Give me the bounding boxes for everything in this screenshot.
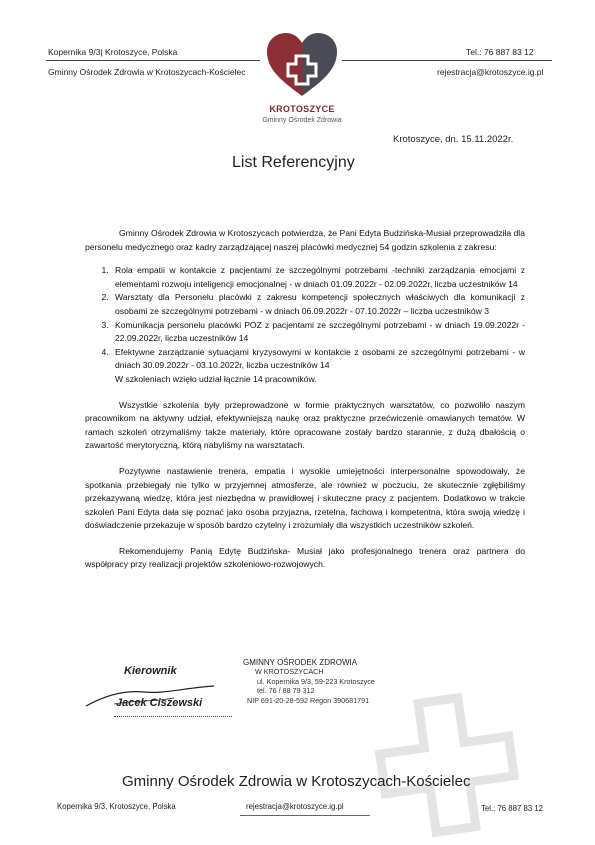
header-rule-right <box>342 60 552 61</box>
footer-phone: Tel.: 76 887 83 12 <box>481 804 543 813</box>
logo-subtitle: Gminny Ośrodek Zdrowia <box>262 117 342 124</box>
stamp-line-5: NIP 691-20-28-592 Regon 390681791 <box>247 695 370 705</box>
training-list <box>93 264 525 373</box>
paragraph-trainer: Pozytywne nastawienie trenera, empatia i wysokie umiejętności interpersonalne spowodowały, że spotkania przebiegały nie tylko w przyjemnej atmosferze, ale również w poczuciu, że skutecznie zgłębiliśmy przekazywaną wiedzę, która jest niezbędna w prawidłowej i skuteczne pracy z pacjentem. Dodatkowo w trakcie szkoleń Pani Edyta dała się poznać jako osoba przyjazna, rzetelna, fachowa i kompetentna, która swoją wiedzę i doświadczenie przekazuje w sposób bardzo czytelny i zrozumiały dla wszystkich uczestników szkoleń. <box>85 465 525 531</box>
list-item: 1. Rola empatii w kontakcie z pacjentami ze szczególnymi potrzebami -techniki zarządzania emocjami z elementami rozwoju inteligencji emocjonalnej - w dniach 01.09.2022r - 02.09.2022r, liczba uczestników 14 <box>111 264 525 291</box>
stamp-line-2: W KROTOSZYCACH <box>255 667 324 677</box>
stamp-line-4: tel. 76 / 88 79 312 <box>257 686 315 696</box>
header-email: rejestracja@krotoszyce.ig.pl <box>437 67 544 77</box>
signature-name: Jacek Ciszewski <box>116 697 203 709</box>
logo-name: KROTOSZYCE <box>269 104 335 114</box>
logo-heart-icon <box>263 30 341 100</box>
header-rule-left <box>46 60 260 61</box>
date-line: Krotoszyce, dn. 15.11.2022r. <box>393 134 514 145</box>
items-total: W szkoleniach wzięło udział łącznie 14 pracowników. <box>115 373 317 384</box>
intro-paragraph: Gminny Ośrodek Zdrowia w Krotoszycach potwierdza, że Pani Edyta Budzińska-Musiał przeprowadziła dla personelu medycznego oraz kadry zarządzającej naszej placówki medycznej 54 godzin szkolenia z zakresu: <box>85 228 525 252</box>
header-org: Gminny Ośrodek Zdrowia w Krotoszycach-Kościelec <box>48 67 246 77</box>
letter-body <box>85 227 525 572</box>
header-phone: Tel.: 76 887 83 12 <box>466 47 534 57</box>
page-title: List Referencyjny <box>232 154 355 171</box>
header-address: Kopernika 9/3| Krotoszyce, Polska <box>48 47 178 57</box>
list-item: 3. Komunikacja personelu placówki POZ z pacjentami ze szczególnymi potrzebami - w dniach 19.09.2022r - 22.09.2022r, liczba uczestników 14 <box>111 319 525 346</box>
signature-role: Kierownik <box>124 665 177 677</box>
paragraph-workshops: Wszystkie szkolenia były przeprowadzone w formie praktycznych warsztatów, co pozwoliło naszym pracownikom na aktywny udział, efektywniejszą naukę oraz praktyczne przećwiczenie omawianych tematów. W ramach szkoleń otrzymaliśmy także materiały, które opracowane zostały bardzo starannie, z dużą dbałością o zawartość merytoryczną, którą nabyliśmy na warsztatach. <box>85 399 525 451</box>
stamp-line-1: GMINNY OŚRODEK ZDROWIA <box>243 658 358 667</box>
list-item: 2. Warsztaty dla Personelu placówki z zakresu kompetencji społecznych właściwych dla komunikacji z osobami ze szczególnymi potrzebami - w dniach 06.09.2022r - 07.10.2022r – liczba uczestników 3 <box>111 291 525 318</box>
stamp-line-3: ul. Kopernika 9/3, 59-223 Krotoszyce <box>257 676 375 686</box>
watermark-cross-icon <box>372 690 522 840</box>
signature-line <box>114 716 232 717</box>
list-item: 4. Efektywne zarządzanie sytuacjami kryzysowymi w kontakcie z osobami ze szczególnymi potrzebami - w dniach 30.09.2022r - 03.10.2022r, liczba uczestników 14 <box>111 346 525 373</box>
footer-title: Gminny Ośrodek Zdrowia w Krotoszycach-Kościelec <box>122 773 471 790</box>
institution-stamp <box>243 658 375 705</box>
footer-email: rejestracja@krotoszyce.ig.pl <box>246 802 344 811</box>
footer-rule <box>240 815 370 816</box>
footer-address: Kopernika 9/3, Krotoszyce, Polska <box>57 802 176 811</box>
paragraph-recommendation: Rekomendujemy Panią Edytę Budzińska- Musiał jako profesjonalnego trenera oraz partnera do współpracy przy realizacji projektów szkoleniowo-rozwojowych. <box>85 545 525 570</box>
